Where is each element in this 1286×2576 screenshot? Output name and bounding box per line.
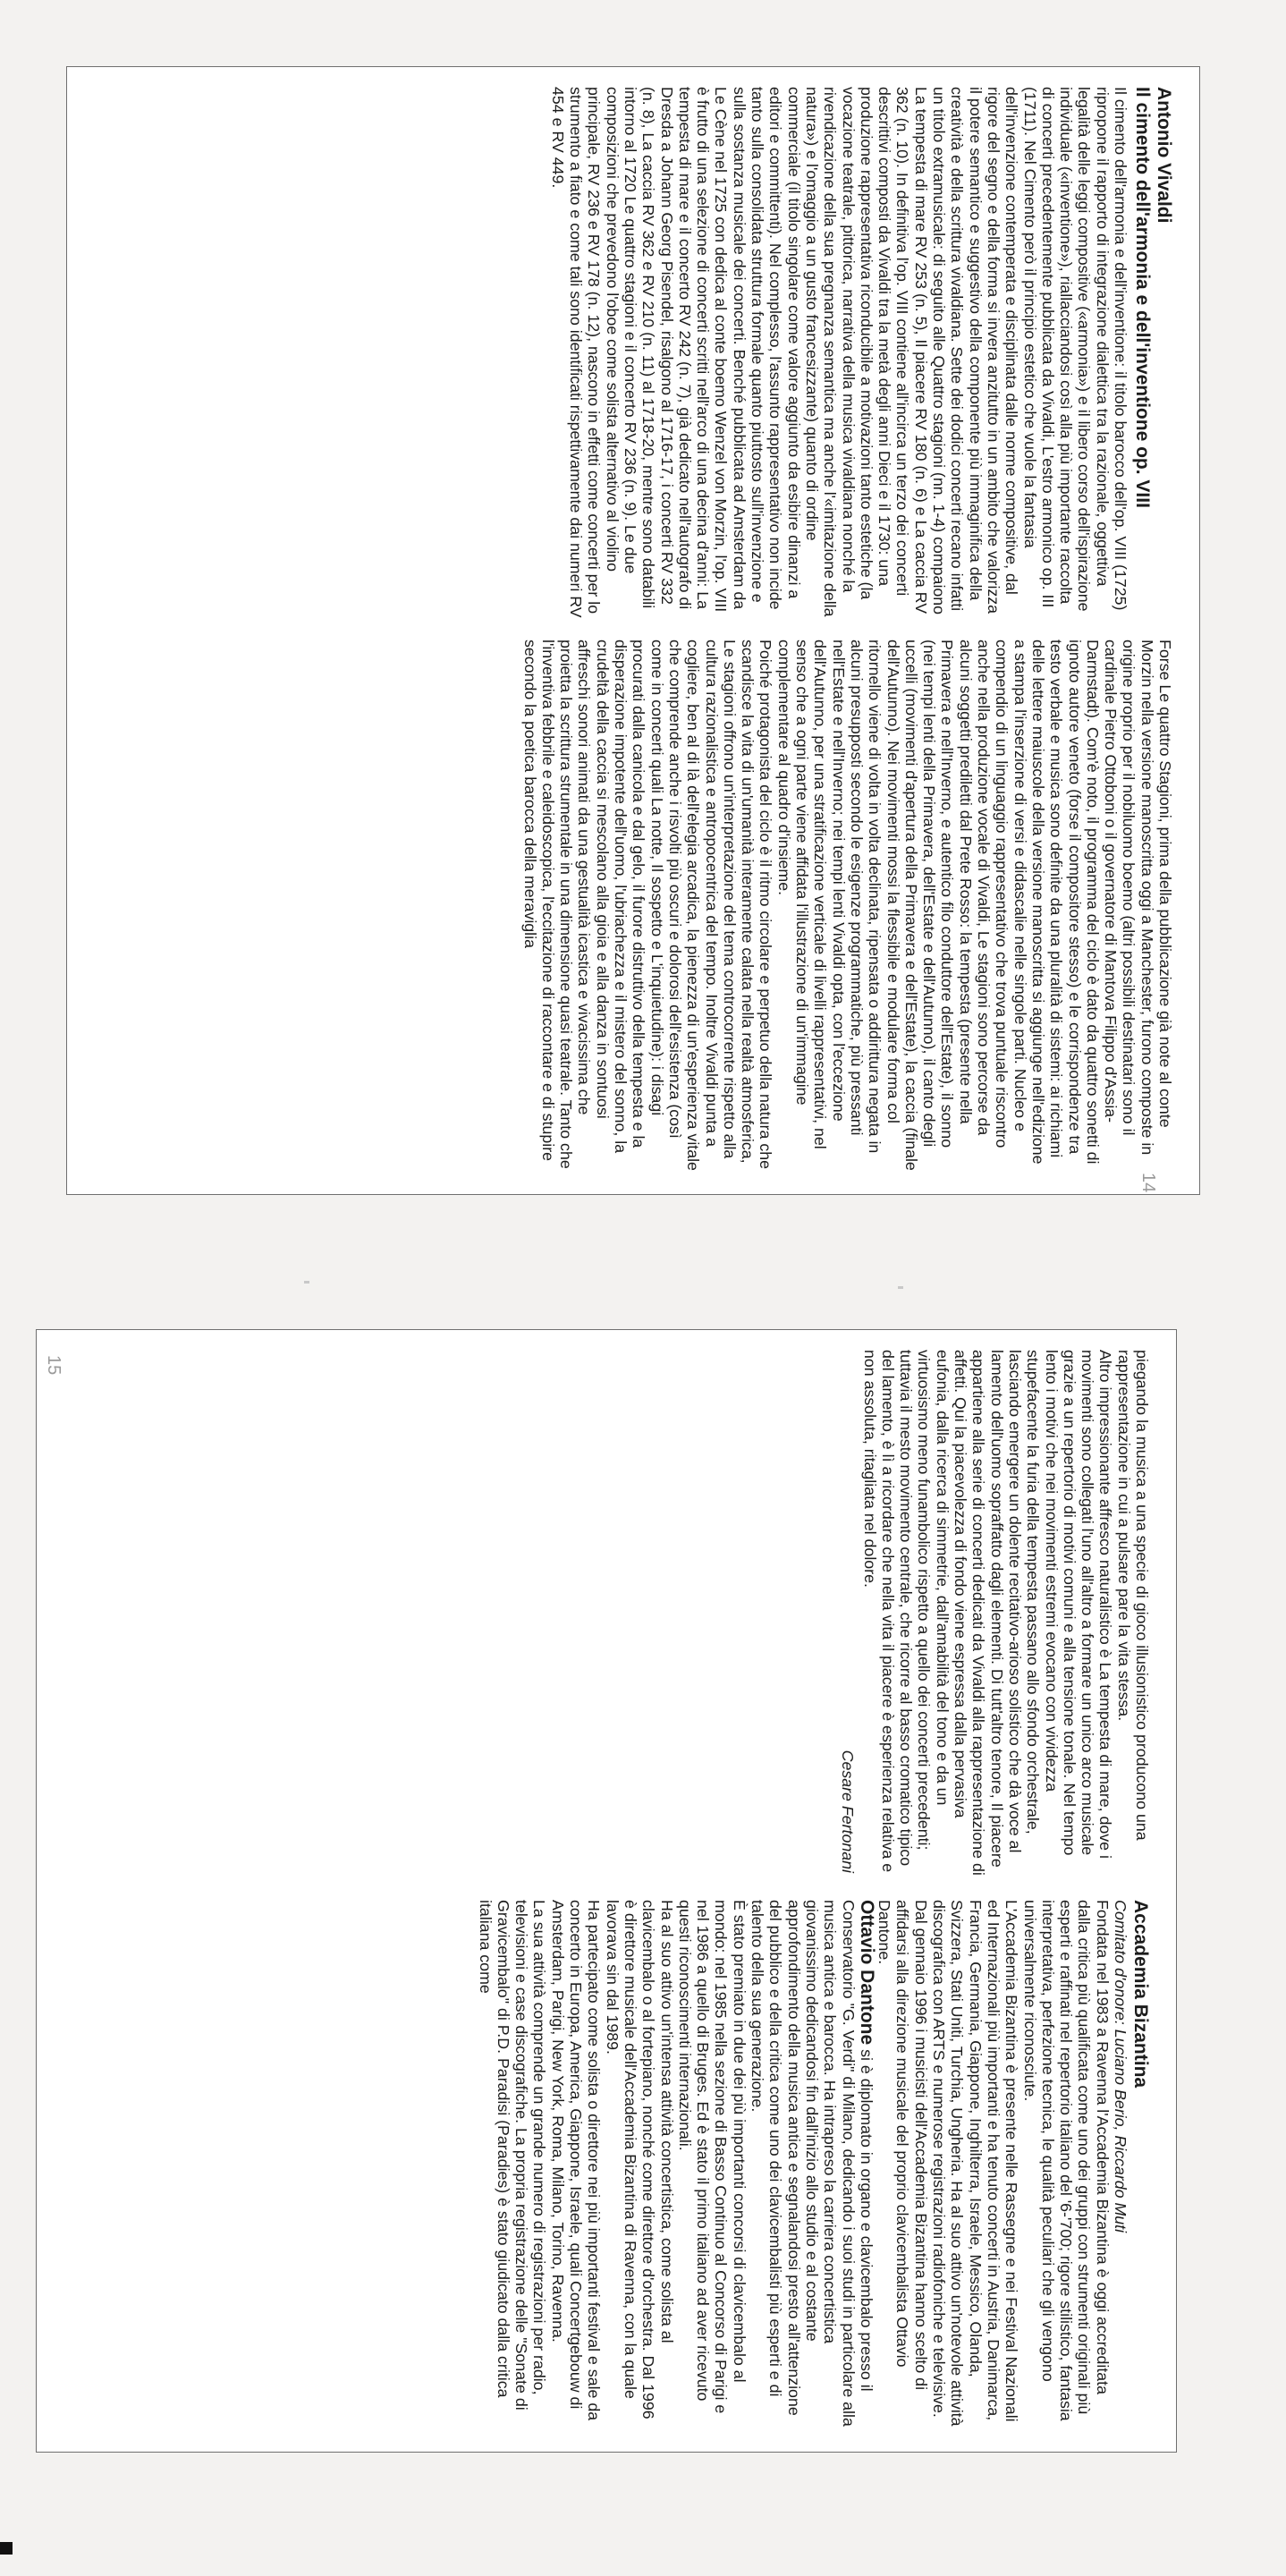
scan-speck: [898, 1286, 903, 1289]
scan-corner-mark: [0, 2542, 13, 2555]
page-14-columns: [67, 67, 1200, 1195]
ensemble-heading: Accademia Bizantina: [1130, 1900, 1151, 2089]
ensemble-advisors: Comitato d'onore: Luciano Berio, Riccardo Muti: [1112, 1900, 1129, 2233]
page-14-column-left: [103, 87, 1174, 618]
essay-paragraph: Il cimento dell'armonia e dell'inventione: il titolo barocco dell'op. VIII (1725) ripropone il rapporto di integrazione dialettica tra la razionale, oggettiva legalità delle leggi compositive («armonia») e il libero corso dell'ispirazione individuale («inventione»), riallacciandosi così alla più importante raccolta di concerti precedentemente pubblicata da Vivaldi, L'estro armonico op. III (1711). Nel Cimento però il principio estetico che vuole la fantasia dell'invenzione contemperata e disciplinata dalle norme compositive, dal rigore del segno e della forma si invera anzitutto in un ambito che valorizza il potere semantico e suggestivo della componente più immaginifica della creatività e della scrittura vivaldiana. Sette dei dodici concerti recano infatti un titolo extramusicale: di seguito alle Quattro stagioni (nn. 1-4) compaiono La tempesta di mare RV 253 (n. 5), Il piacere RV 180 (n. 6) e La caccia RV 362 (n. 10). In definitiva l'op. VIII contiene all'incirca un terzo dei concerti descrittivi composti da Vivaldi tra la metà degli anni Dieci e il 1730: una produzione rappresentativa riconducibile a motivazioni tanto estetiche (la vocazione teatrale, pittorica, narrativa della musica vivaldiana nonché la rivendicazione della sua pregnanza semantica ma anche l'«imitazione della natura») e l'omaggio a un gusto francesizzante) quanto di ordine commerciale (il titolo singolare come valore aggiunto da esibire dinanzi a editori e committenti). Nel complesso, l'assunto rappresentativo non incide tanto sulla consolidata struttura formale quanto piuttosto sull'invenzione e sulla sostanza musicale dei concerti. Benché pubblicata ad Amsterdam da Le Cène nel 1725 con dedica al conte boemo Wenzel von Morzin, l'op. VIII è frutto di una selezione di concerti scritti nell'arco di una decina d'anni: La tempesta di mare e il concerto RV 242 (n. 7), già dedicato nell'autografo di Dresda a Johann Georg Pisendel, risalgono al 1716-17, i concerti RV 332 (n. 8), La caccia RV 362 e RV 210 (n. 11) al 1718-20, mentre sono databili intorno al 1720 Le quattro stagioni e il concerto RV 236 (n. 9). Le due composizioni che prevedono l'oboe come solista alternativo al violino principale, RV 236 e RV 178 (n. 12), nascono in effetti come concerti per lo strumento a fiato e come tali sono identificati rispettivamente dai numeri RV 454 e RV 449.: [548, 87, 1129, 618]
bio-paragraph: È stato premiato in due dei più importanti concorsi di clavicembalo al mondo: nel 1985 nella sezione di Basso Continuo al Concorso di Parigi e nel 1986 a quello di Bruges. Ed è stato il primo italiano ad aver ricevuto questi riconoscimenti internazionali.: [675, 1900, 749, 2414]
page-14-rotated-content: [67, 67, 1200, 1195]
bio-paragraph: L'Accademia Bizantina è presente nelle Rassegne e nei Festival Nazionali ed Internazionali più importanti e ha tenuto concerti in Austria, Danimarca, Francia, Germania, Giappone, Inghilterra, Israele, Messico, Olanda, Svizzera, Stati Uniti, Turchia, Ungheria. Ha al suo attivo un'notevole attività discografica con ARTS e numerose registrazioni radiofoniche e televisive.: [930, 1900, 1021, 2427]
bio-paragraph: Ha partecipato come solista o direttore nei più importanti festival e sale da concerto in Europa, America, Giappone, Israele, quali Concertgebouw di Amsterdam, Parigi, New York, Roma, Milano, Torino, Ravenna.: [548, 1900, 604, 2421]
essay-paragraph: Poiché protagonista del ciclo è il ritmo circolare e perpetuo della natura che scandisce la vita di un'umanità interamente calata nella realtà atmosferica, Le stagioni offrono un'interpretazione del tema controcorrente rispetto alla cultura razionalistica e antropocentrica del tempo. Inoltre Vivaldi punta a cogliere, ben al di là dell'elegia arcadica, la pienezza di un'esperienza vitale che comprende anche i risvolti più oscuri e dolorosi dell'esistenza (così come in concerti quali La notte, Il sospetto e L'inquietudine): i disagi procurati dalla canicola e dal gelo, il furore distruttivo della tempesta e la disperazione impotente dell'uomo, l'ubriachezza e il mistero del sonno, la crudeltà della caccia si mescolano alla gioia e alla danza in sontuosi affreschi sonori animati da una gestualità icastica e vivacissima che proietta la scrittura strumentale in una dimensione quasi teatrale. Tanto che l'inventiva febbrile e caleidoscopica, l'eccitazione di raccontare e di stupire secondo la poetica barocca della meraviglia: [520, 640, 775, 1171]
composer-heading: Antonio Vivaldi: [1154, 87, 1174, 224]
essay-author-signature: Cesare Fertonani: [839, 1750, 858, 1873]
page-14-column-right: [103, 640, 1174, 1171]
dantone-intro-text: si è diplomato in organo e clavicembalo presso il Conservatorio "G. Verdi" di Milano, dedicando i suoi studi in particolare alla musica antica e barocca. Ha intrapreso la carriera concertistica giovanissimo dedicandosi fin dall'inizio allo studio e al costante approfondimento della musica antica e segnalandosi presto all'attenzione del pubblico e della critica come uno dei clavicembalisti più esperti e di talento della sua generazione.: [749, 1900, 876, 2427]
essay-paragraph: piegando la musica a una specie di gioco illusionistico producono una rappresentazione in cui a pulsare pare la vita stessa.: [1114, 1350, 1151, 1841]
conductor-name: Ottavio Dantone: [856, 1900, 877, 2046]
page-15-column-right: [72, 1900, 1151, 2428]
dantone-intro-paragraph: [749, 1900, 876, 2428]
work-title-heading: Il cimento dell'armonia e dell'inventione op. VIII: [1132, 87, 1153, 508]
bio-paragraph: Dal gennaio 1996 i musicisti dell'Accademia Bizantina hanno scelto di affidarsi alla direzione musicale del proprio clavicembalista Ottavio Dantone.: [876, 1900, 930, 2391]
essay-paragraph: Altro impressionante affresco naturalistico è La tempesta di mare, dove i movimenti sono collegati l'uno all'altro a formare un unico arco musicale grazie a un repertorio di motivi comuni e alla tensione tonale. Nel tempo lento i motivi che nei movimenti estremi evocano con vividezza stupefacente la furia della tempesta passano allo sfondo orchestrale, lasciando emergere un dolente recitativo-arioso solistico che dà voce al lamento dell'uomo sopraffatto dagli elementi. Di tutt'altro tenore, Il piacere appartiene alla serie di concerti dedicati da Vivaldi alla rappresentazione di affetti. Qui la piacevolezza di fondo viene espressa dalla pervasiva eufonia, dalla ricerca di simmetrie, dall'amabilità del tono e da un virtuosismo meno funambolico rispetto a quello dei concerti precedenti; tuttavia il mesto movimento centrale, che ricorre al basso cromatico tipico del lamento, è lì a ricordare che nella vita il piacere è esperienza relativa e non assoluta, ritagliata nel dolore.: [860, 1350, 1115, 1876]
bio-paragraph: Ha al suo attivo un'intensa attività concertistica, come solista al clavicembalo o al fortepiano, nonché come direttore d'orchestra. Dal 1996 è direttore musicale dell'Accademia Bizantina di Ravenna, con la quale lavorava sin dal 1989.: [603, 1900, 676, 2419]
scan-speck: [304, 1281, 309, 1284]
page-15-rotated-content: [37, 1330, 1177, 2453]
booklet-page-14: [66, 66, 1200, 1195]
page-number: 15: [44, 1355, 63, 1376]
booklet-page-15: [36, 1329, 1177, 2453]
essay-paragraph: Forse Le quattro Stagioni, prima della pubblicazione già note al conte Morzin nella versione manoscritta oggi a Manchester, furono composte in origine proprio per il nobiluomo boemo (altri possibili destinatari sono il cardinale Pietro Ottoboni o il governatore di Mantova Filippo d'Assia-Darmstadt). Com'è noto, il programma del ciclo è dato da quattro sonetti di ignoto autore veneto (forse il compositore stesso) e le corrispondenze tra testo verbale e musica sono definite da una pluralità di sistemi: ai richiami delle lettere maiuscole della versione manoscritta si aggiunge nell'edizione a stampa l'inserzione di versi e didascalie nelle singole parti. Nucleo e compendio di un linguaggio rappresentativo che trova puntuale riscontro anche nella produzione vocale di Vivaldi, Le stagioni sono percorse da alcuni soggetti prediletti dal Prete Rosso: la tempesta (presente nella Primavera e nell'Inverno, e autentico filo conduttore dell'Estate), il sonno (nei tempi lenti della Primavera, dell'Estate e dell'Autunno), il canto degli uccelli (movimenti d'apertura della Primavera e dell'Estate), la caccia (finale dell'Autunno). Nei movimenti mossi la flessibile e modulare forma col ritornello viene di volta in volta declinata, ripensata o addirittura negata in alcuni presupposti secondo le esigenze programmatiche, più pressanti nell'Estate e nell'Inverno; nei tempi lenti Vivaldi opta, con l'eccezione dell'Autunno, per una stratificazione verticale di livelli rappresentativi, nel senso che a ogni parte viene affidata l'illustrazione di un'immagine complementare al quadro d'insieme.: [774, 640, 1174, 1171]
page-number: 14: [1138, 1173, 1158, 1193]
bio-paragraph: La sua attività comprende un grande numero di registrazioni per radio, televisioni e case discografiche. La propria registrazione delle "Sonate di Gravicembalo" di P.D. Paradisi (Paradies) è stato giudicato dalla critica italiana come: [476, 1900, 549, 2411]
page-15-column-left: [72, 1350, 1151, 1878]
bio-paragraph: Fondata nel 1983 a Ravenna l'Accademia Bizantina è oggi accreditata dalla critica più qualificata come uno dei gruppi con strumenti originali più esperti e raffinati nel repertorio italiano del '6-'700; rigore stilistico, fantasia interpretativa, perfezione tecnica, le qualità peculiari che gli vengono universalmente riconosciute.: [1020, 1900, 1112, 2421]
page-15-columns: [37, 1330, 1177, 2453]
